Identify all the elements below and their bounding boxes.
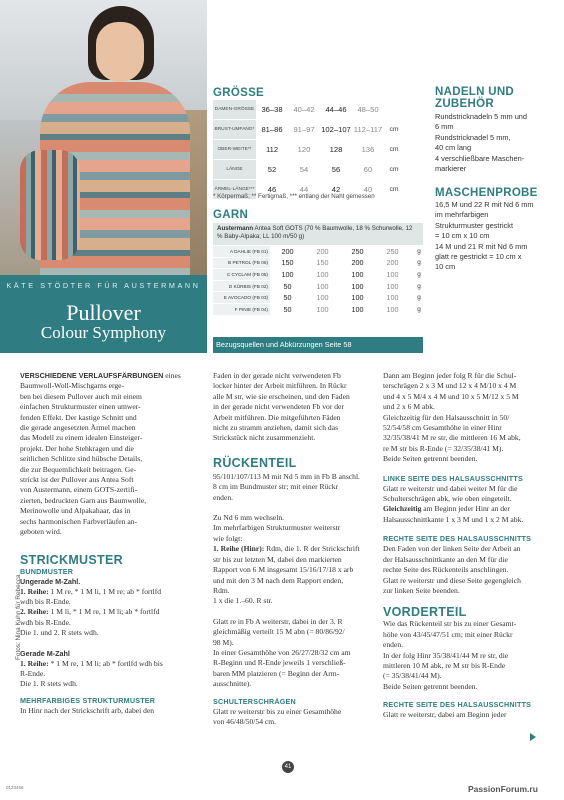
text-line: das Modell zu einem idealen Einsteiger- (20, 433, 143, 443)
intro-paragraph (20, 371, 200, 538)
watermark: PassionForum.ru (468, 784, 538, 794)
text-line: Den Faden von der linken Seite der Arbeit an (383, 544, 521, 554)
yarn-row (213, 303, 428, 315)
yarn-unit: g (410, 246, 428, 257)
photo-arm (20, 150, 80, 260)
text-line: In einer Gesamthöhe von 26/27/28/32 cm am (213, 647, 351, 657)
size-value: 128 (320, 140, 352, 160)
size-value: 60 (352, 160, 384, 180)
text-line: rechte Seite des Rückenteils anschlingen. (383, 565, 509, 575)
yarn-amount: 200 (340, 257, 375, 269)
rueckenteil-heading: RÜCKENTEIL (213, 455, 297, 470)
mehrfarbig-text: In Hinr nach der Strickschrift arb, dabei den (20, 705, 155, 715)
text-line: Rapport von 6 M insgesamt 15/16/17/18 x arb (213, 565, 354, 575)
ungerade-repeat: Die 1. und 2. R stets wdh. (20, 628, 99, 638)
text-line: zur linken Seite beenden. (383, 585, 460, 595)
size-value: 40 (352, 180, 384, 200)
text-line: Glatt re weiterstr und diese Seite gegengleich (383, 575, 521, 585)
yarn-amount: 200 (305, 246, 340, 257)
size-table (213, 100, 404, 200)
size-value: 48–50 (352, 100, 384, 120)
text-line: str bis zur letzten M, dabei den markierten (213, 554, 342, 564)
gerade-repeat: Die 1. R stets wdh. (20, 679, 78, 689)
text-line: In der folg Hinr 35/38/41/44 M re str, die (383, 650, 509, 660)
row-label: 2. Reihe: (20, 607, 49, 617)
size-value: 81–86 (256, 120, 288, 140)
page-number: 41 (282, 761, 294, 773)
size-value: 136 (352, 140, 384, 160)
column-3 (383, 371, 553, 721)
text-line: Zu Nd 6 mm wechseln. (213, 513, 285, 523)
size-row (213, 100, 404, 120)
back-cast-on-text (213, 472, 383, 503)
text-line: Rdm, die 1. R der Strickschrift (264, 544, 360, 554)
text-line: 8 cm im Bundmuster str; mit einer Rückr (213, 482, 339, 492)
gerade-row1 (20, 659, 200, 680)
text-line: zierten, bedruckten Garn aus Baumwolle, (20, 495, 147, 505)
text-line: sechs harmonischen Farbverläufen an- (20, 516, 138, 526)
size-heading: GRÖSSE (213, 87, 265, 99)
yarn-unit: g (410, 269, 428, 281)
shoulder-cont-text (383, 371, 553, 465)
rechte-seite-heading-2: RECHTE SEITE DES HALSAUSSCHNITTS (383, 700, 532, 710)
text-line: Beide Seiten getrennt beenden. (383, 681, 478, 691)
text-line: ausschnitte). (213, 679, 252, 689)
text-line: Rundstricknadeln 5 mm und (435, 112, 528, 121)
continue-arrow-icon (530, 733, 536, 741)
row-label: 1. Reihe: (20, 658, 49, 668)
row-text: 1 M re, * 1 M li, 1 M re; ab * fortlfd (48, 586, 162, 596)
photo-face (96, 22, 144, 82)
text-line: terschrägen 2 x 3 M und 12 x 4 M/10 x 4 M (383, 381, 517, 391)
model-photo (0, 0, 207, 275)
size-row (213, 140, 404, 160)
strickmuster-heading: STRICKMUSTER (20, 552, 123, 567)
text-line: 10 cm (435, 262, 456, 272)
schulter-heading: SCHULTERSCHRÄGEN (213, 696, 296, 706)
needles-heading: NADELN UND ZUBEHÖR (435, 86, 515, 110)
yarn-amount: 100 (340, 303, 375, 315)
intro-bold: VERSCHIEDENE VERLAUFSFÄRBUNGEN (20, 371, 164, 380)
gleichzeitig-label: Gleichzeitig (383, 504, 422, 514)
text-line: Glatt re weiterstr bis zu einer Gesamthöhe (213, 706, 342, 716)
text-line: 52/54/58 cm Gesamthöhe in einer Hinr (383, 423, 502, 433)
yarn-color-label: E AVOCADO (FB 03) (213, 292, 270, 304)
designer-credit: KÄTE STÖDTER FÜR AUSTERMANN (6, 281, 201, 290)
yarn-amount: 100 (375, 303, 410, 315)
linke-seite-heading: LINKE SEITE DES HALSAUSSCHNITTS (383, 473, 523, 483)
text-line: Schulterschrägen abk, wie oben eingeteilt. (383, 494, 512, 504)
yarn-color-label: A DAHLIE (FB 01) (213, 246, 270, 257)
text-line: = 10 cm x 10 cm (435, 231, 490, 241)
text-line: alle M str, wie sie erscheinen, und den Faden (213, 391, 350, 401)
text-line: enden. (213, 492, 234, 502)
yarn-amount: 200 (270, 246, 305, 257)
text-line: Strukturmuster gestrickt (435, 220, 514, 230)
yarn-description (213, 223, 423, 245)
size-value: 40–42 (288, 100, 320, 120)
yarn-color-label: D KÜRBIS (FB 02) (213, 280, 270, 292)
text-line: Gleichzeitig für den Halsausschnitt in 50/ (383, 412, 510, 422)
yarn-amount: 100 (375, 280, 410, 292)
gerade-label: Gerade M-Zahl (20, 648, 70, 658)
yarn-table (213, 246, 428, 316)
gauge-heading: MASCHENPROBE (435, 187, 538, 199)
size-value: 44–46 (320, 100, 352, 120)
yarn-amount: 50 (270, 280, 305, 292)
text-line: Faden in der gerade nicht verwendeten Fb (213, 371, 341, 380)
pattern-title: Pullover (66, 300, 141, 325)
text-line: nicht zu stramm anziehen, damit sich das (213, 423, 339, 433)
text-line: im mehrfarbigen (435, 210, 489, 220)
shoulder-text (213, 707, 383, 728)
yarn-amount: 150 (270, 257, 305, 269)
text-line: und 2 x 6 M abk. (383, 402, 435, 412)
text-line: in der gerade nicht verwendeten Fb vor der (213, 402, 344, 412)
size-value: 46 (256, 180, 288, 200)
size-unit: cm (384, 160, 404, 180)
bundmuster-heading: BUNDMUSTER (20, 566, 74, 576)
front-text (383, 619, 553, 692)
left-side-text (383, 484, 553, 505)
text-line: eines Baumwoll-Woll-Mischgarns erge- (20, 371, 181, 391)
text-line: geboten wird. (20, 527, 62, 537)
row-label: 1. Reihe: (20, 586, 49, 596)
yarn-desc-text: Antea Soft GOTS (70 % Baumwolle, 18 % Schurwolle, 12 % Baby-Alpaka; LL 100 m/50 g) (217, 225, 413, 240)
text-line: Rdm. (213, 585, 230, 595)
yarn-amount: 100 (340, 269, 375, 281)
yarn-amount: 100 (305, 269, 340, 281)
column-2 (213, 371, 383, 727)
yarn-amount: 150 (305, 257, 340, 269)
text-line: 6 mm (435, 122, 454, 132)
row-text: wdh bis R-Ende. (20, 596, 71, 606)
left-side-simultaneous (383, 504, 553, 525)
text-line: fenden Effekt. Der kastige Schnitt und (20, 412, 137, 422)
text-line: und mit den 3 M nach dem Rapport enden, (213, 575, 344, 585)
size-row-label: OBER-WEITE** (213, 140, 256, 160)
size-row-label: LÄNGE (213, 160, 256, 180)
yarn-unit: g (410, 303, 428, 315)
text-line: Glatt re in Fb A weiterstr, dabei in der 3. R (213, 616, 343, 626)
text-line: R-Beginn und R-Ende jeweils 1 verschließ- (213, 658, 346, 668)
ungerade-row2 (20, 607, 200, 628)
text-line: seitlichen Schlitze sind hübsche Details, (20, 454, 143, 464)
size-unit (384, 100, 404, 120)
text-line: re M str bis R-Ende (= 32/35/38/41 M). (383, 443, 504, 453)
vorderteil-heading: VORDERTEIL (383, 605, 467, 620)
yarn-amount: 100 (305, 280, 340, 292)
photo-credit: Fotos: Nina Kuhn für Rebecca (15, 574, 22, 660)
ungerade-row1 (20, 587, 200, 608)
text-line: 32/35/38/41 M re str, die mittleren 16 M abk, (383, 433, 521, 443)
text-line: wie folgt: (213, 533, 243, 543)
mehrfarbig-heading: MEHRFARBIGES STRUKTURMUSTER (20, 695, 156, 705)
sources-bar: Bezugsquellen und Abkürzungen Seite 58 (213, 337, 423, 353)
front-right-text (383, 710, 553, 720)
text-line: Wie das Rückenteil str bis zu einer Gesamt- (383, 619, 517, 629)
row-text: wdh bis R-Ende. (20, 617, 71, 627)
yarn-amount: 50 (270, 303, 305, 315)
yarn-amount: 100 (270, 269, 305, 281)
text-line: von 46/48/50/54 cm. (213, 716, 277, 726)
text-line: 4 verschließbare Maschen- (435, 153, 525, 163)
yarn-amount: 100 (375, 292, 410, 304)
yarn-row (213, 269, 428, 281)
size-value: 42 (320, 180, 352, 200)
size-value: 120 (288, 140, 320, 160)
text-line: am Beginn jeder Hinr an der (421, 504, 510, 514)
needles-text (435, 112, 560, 174)
yarn-color-label: B PETROL (FB 06) (213, 257, 270, 269)
size-value: 36–38 (256, 100, 288, 120)
text-line: Rundstricknadel 5 mm, (435, 132, 511, 142)
yarn-amount: 100 (340, 292, 375, 304)
yarn-amount: 50 (270, 292, 305, 304)
yarn-row (213, 280, 428, 292)
size-value: 112–117 (352, 120, 384, 140)
text-line: enden. (383, 640, 404, 650)
text-line: 14 M und 21 R mit Nd 6 mm (435, 241, 528, 251)
size-value: 102–107 (320, 120, 352, 140)
text-line: 95/101/107/113 M mit Nd 5 mm in Fb B anschl. (213, 471, 360, 481)
text-line: Arbeit mitführen. Die mitgeführten Fäden (213, 412, 341, 422)
yarn-brand: Austermann (217, 225, 254, 232)
yarn-amount: 250 (340, 246, 375, 257)
size-value: 91–97 (288, 120, 320, 140)
text-line: 98 M). (213, 637, 234, 647)
size-value: 112 (256, 140, 288, 160)
size-row (213, 120, 404, 140)
yarn-unit: g (410, 292, 428, 304)
yarn-row (213, 292, 428, 304)
text-line: einfachen Strukturmuster einen umwer- (20, 402, 141, 412)
text-line: locker hinter der Arbeit mitführen. In Rückr (213, 381, 347, 391)
footer-code: 0123456 (6, 785, 24, 790)
text-line: baren MM platzieren (= Beginn der Arm- (213, 668, 340, 678)
pattern-subtitle: Colour Symphony (40, 323, 167, 342)
size-unit: cm (384, 140, 404, 160)
text-line: 16,5 M und 22 R mit Nd 6 mm (435, 200, 534, 209)
column-1 (20, 371, 200, 716)
row-text: 1 M li, * 1 M re, 1 M li; ab * fortlfd (48, 607, 160, 617)
size-value: 56 (320, 160, 352, 180)
text-line: 40 cm lang (435, 143, 472, 153)
text-line: ben bei diesem Pullover auch mit einem (20, 391, 142, 401)
size-value: 54 (288, 160, 320, 180)
text-line: glatt re gestrickt = 10 cm x (435, 252, 522, 262)
yarn-amount: 100 (305, 303, 340, 315)
text-line: Beide Seiten getrennt beenden. (383, 454, 478, 464)
yarn-unit: g (410, 280, 428, 292)
text-line: Glatt re weiterstr, dabei am Beginn jeder (383, 710, 507, 720)
text-line: und 4 x 5 M/4 x 4 M und 10 x 5 M/12 x 5 M (383, 391, 519, 401)
size-row-label: ÄRMEL-LÄNGE*** (213, 180, 256, 200)
yarn-amount: 200 (375, 257, 410, 269)
size-unit: cm (384, 120, 404, 140)
yarn-heading: GARN (213, 209, 249, 221)
yarn-unit: g (410, 257, 428, 269)
text-line: (= 35/38/41/44 M). (383, 671, 442, 681)
text-line: mittleren 10 M abk, re M str bis R-Ende (383, 660, 506, 670)
text-line: markierer (435, 164, 467, 174)
text-line: projekt. Der hohe Stehkragen und die (20, 443, 134, 453)
text-line: gleichmäßig verteilt 15 M abn (= 80/86/92/ (213, 627, 345, 637)
text-line: die gerade angesetzten Ärmel machen (20, 423, 136, 433)
yarn-row (213, 246, 428, 257)
size-unit: cm (384, 180, 404, 200)
text-line: die zur Bequemlichkeit beitragen. Ge- (20, 464, 137, 474)
yarn-carry-text (213, 371, 383, 444)
row-text: * 1 M re, 1 M li; ab * fortlfd wdh bis (48, 658, 163, 668)
yarn-amount: 250 (375, 246, 410, 257)
size-note: * Körpermaß; ** Fertigmaß, *** entlang der Naht gemessen (213, 193, 375, 200)
size-row-label: DAMEN-GRÖSSE (213, 100, 256, 120)
text-line: Merinowolle und Alpakahaar, das in (20, 506, 131, 516)
right-side-text (383, 544, 553, 596)
text-line: Im mehrfarbigen Strukturmuster weiterstr (213, 523, 341, 533)
needle-change-text (213, 513, 383, 544)
yarn-row (213, 257, 428, 269)
text-line: Glatt re weiterstr und dabei weiter M für die (383, 483, 518, 493)
yarn-color-label: C CYCLAM (FB 05) (213, 269, 270, 281)
text-line: Strickstück nicht zusammenzieht. (213, 433, 316, 443)
size-value: 52 (256, 160, 288, 180)
text-line: höhe von 43/45/47/51 cm; mit einer Rückr (383, 629, 513, 639)
text-line: von Austermann, einem GOTS-zertifi- (20, 485, 138, 495)
row-text: R-Ende. (20, 668, 46, 678)
row-label: 1. Reihe (Hinr): (213, 544, 265, 554)
yarn-amount: 100 (340, 280, 375, 292)
back-stockinette-text (213, 617, 383, 690)
size-row-label: BRUST-UMFANG* (213, 120, 256, 140)
text-line: Dann am Beginn jeder folg R für die Schul- (383, 371, 517, 380)
rechte-seite-heading: RECHTE SEITE DES HALSAUSSCHNITTS (383, 534, 532, 544)
text-line: 1 x die 1.–60. R str. (213, 596, 273, 606)
yarn-amount: 100 (305, 292, 340, 304)
size-value: 44 (288, 180, 320, 200)
size-row (213, 160, 404, 180)
yarn-color-label: F PINIE (FB 04) (213, 303, 270, 315)
back-row1-text (213, 544, 383, 606)
text-line: strickt ist der Pullover aus Antea Soft (20, 475, 134, 485)
text-line: Halsausschnittkante 1 x 3 M und 1 x 2 M abk. (383, 514, 524, 524)
text-line: der Halsausschnittkante an den M für die (383, 554, 508, 564)
yarn-amount: 100 (375, 269, 410, 281)
gauge-text (435, 200, 560, 273)
ungerade-label: Ungerade M-Zahl. (20, 576, 81, 586)
